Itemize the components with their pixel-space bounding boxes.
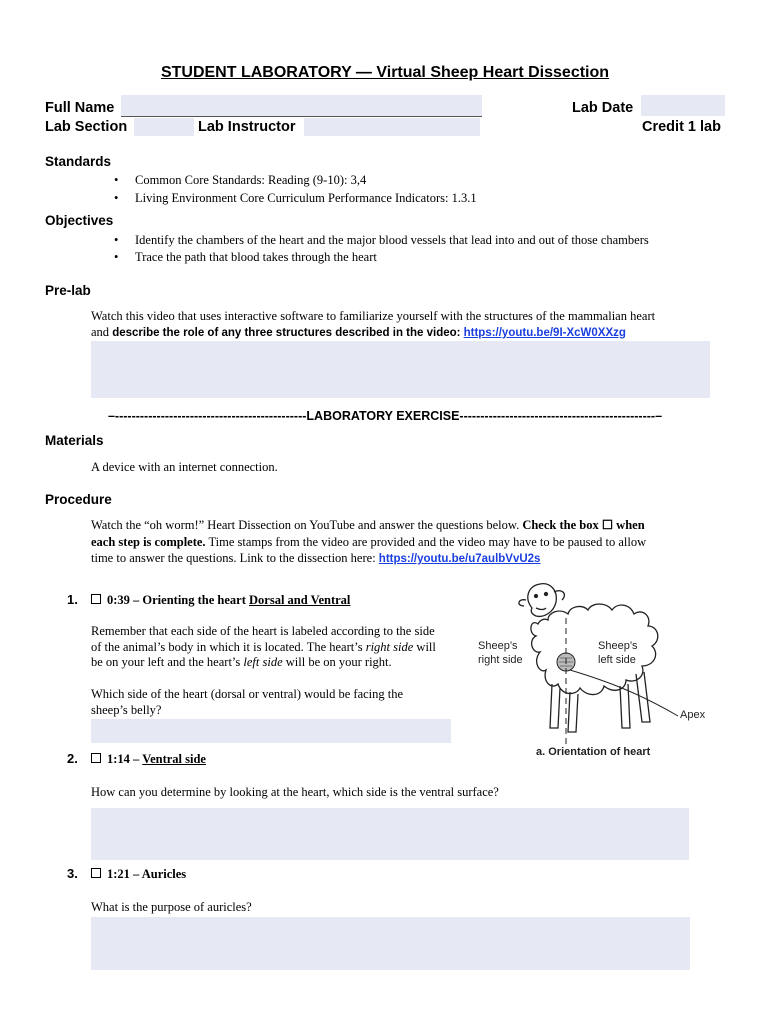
credit-label: Credit 1 lab [642,119,721,135]
question-2-topic: Ventral side [142,752,206,766]
materials-text: A device with an internet connection. [91,460,278,474]
full-name-label: Full Name [45,100,115,116]
procedure-heading: Procedure [45,492,112,507]
question-2-time: 1:14 – [107,752,143,766]
procedure-bold-text-2: each step is complete. [91,535,206,549]
sheep-left-side-label-2: left side [598,654,636,666]
step-1-checkbox[interactable] [91,594,101,604]
question-1-para-line3 [91,654,392,670]
para-text: of the animal’s body in which it is located. The heart’s [91,640,366,654]
figure-caption: a. Orientation of heart [536,746,651,758]
para-text: be on your left and the heart’s [91,655,244,669]
lab-instructor-label: Lab Instructor [198,119,296,135]
procedure-line2 [91,534,646,550]
prelab-bold-text: describe the role of any three structures described in the video: [112,327,461,339]
question-1-time: 0:39 – Orienting the heart [107,593,249,607]
question-1-para-line1: Remember that each side of the heart is labeled according to the side [91,624,435,638]
para-italic: left side [243,655,283,669]
para-text: will [413,640,436,654]
question-2-heading [91,752,206,767]
question-2-prompt: How can you determine by looking at the heart, which side is the ventral surface? [91,785,499,799]
question-2-number: 2. [67,751,78,766]
sheep-right-side-label-1: Sheep’s [478,640,518,652]
question-1-topic: Dorsal and Ventral [249,593,351,607]
procedure-line3 [91,550,540,567]
sheep-right-side-label-2: right side [478,654,523,666]
question-2-answer-box[interactable] [91,808,689,860]
lab-instructor-field[interactable] [304,118,480,136]
sheep-left-side-label-1: Sheep’s [598,640,638,652]
full-name-field[interactable] [121,95,482,117]
prelab-video-link[interactable]: https://youtu.be/9I-XcW0XXzg [463,327,626,339]
prelab-instructions-line2 [91,324,626,341]
sheep-orientation-figure [470,578,710,768]
procedure-text: Watch the “oh worm!” Heart Dissection on YouTube and answer the questions below. [91,518,523,532]
prelab-answer-box[interactable] [91,341,710,398]
question-1-heading [91,593,350,608]
procedure-text-3: time to answer the questions. Link to the dissection here: [91,551,379,565]
question-3-heading [91,867,186,882]
lab-exercise-divider: –----------------------------------------------LABORATORY EXERCISE-----------------------------------------------– [107,409,663,423]
question-3-time: 1:21 – Auricles [107,867,187,881]
objectives-heading: Objectives [45,213,114,228]
prelab-heading: Pre-lab [45,283,91,298]
standards-heading: Standards [45,154,112,169]
step-2-checkbox[interactable] [91,753,101,763]
question-3-number: 3. [67,866,78,881]
procedure-bold-text: Check the box ☐ when [522,518,645,532]
materials-heading: Materials [45,433,104,448]
step-3-checkbox[interactable] [91,868,101,878]
para-text: will be on your right. [282,655,392,669]
lab-section-field[interactable] [134,118,194,136]
question-1-prompt-line2: sheep’s belly? [91,703,162,717]
question-1-prompt-line1: Which side of the heart (dorsal or ventral) would be facing the [91,687,404,701]
lab-date-field[interactable] [641,95,725,116]
question-1-para-line2 [91,639,436,655]
question-1-number: 1. [67,592,78,607]
dissection-video-link[interactable]: https://youtu.be/u7aulbVvU2s [378,553,541,565]
lab-section-label: Lab Section [45,119,128,135]
sheep-illustration [470,578,710,768]
prelab-instructions: Watch this video that uses interactive software to familiarize yourself with the structures of the mammalian heart [91,309,656,323]
para-italic: right side [365,640,414,654]
question-3-answer-box[interactable] [91,917,690,970]
page-title: STUDENT LABORATORY — Virtual Sheep Heart Dissection [160,64,610,81]
question-3-prompt: What is the purpose of auricles? [91,900,252,914]
apex-label: Apex [680,709,706,721]
lab-date-label: Lab Date [572,100,634,116]
procedure-text-2: Time stamps from the video are provided and the video may have to be paused to allow [205,535,647,549]
question-1-answer-box[interactable] [91,719,451,743]
prelab-text: and [91,325,113,339]
procedure-line1 [91,517,645,533]
